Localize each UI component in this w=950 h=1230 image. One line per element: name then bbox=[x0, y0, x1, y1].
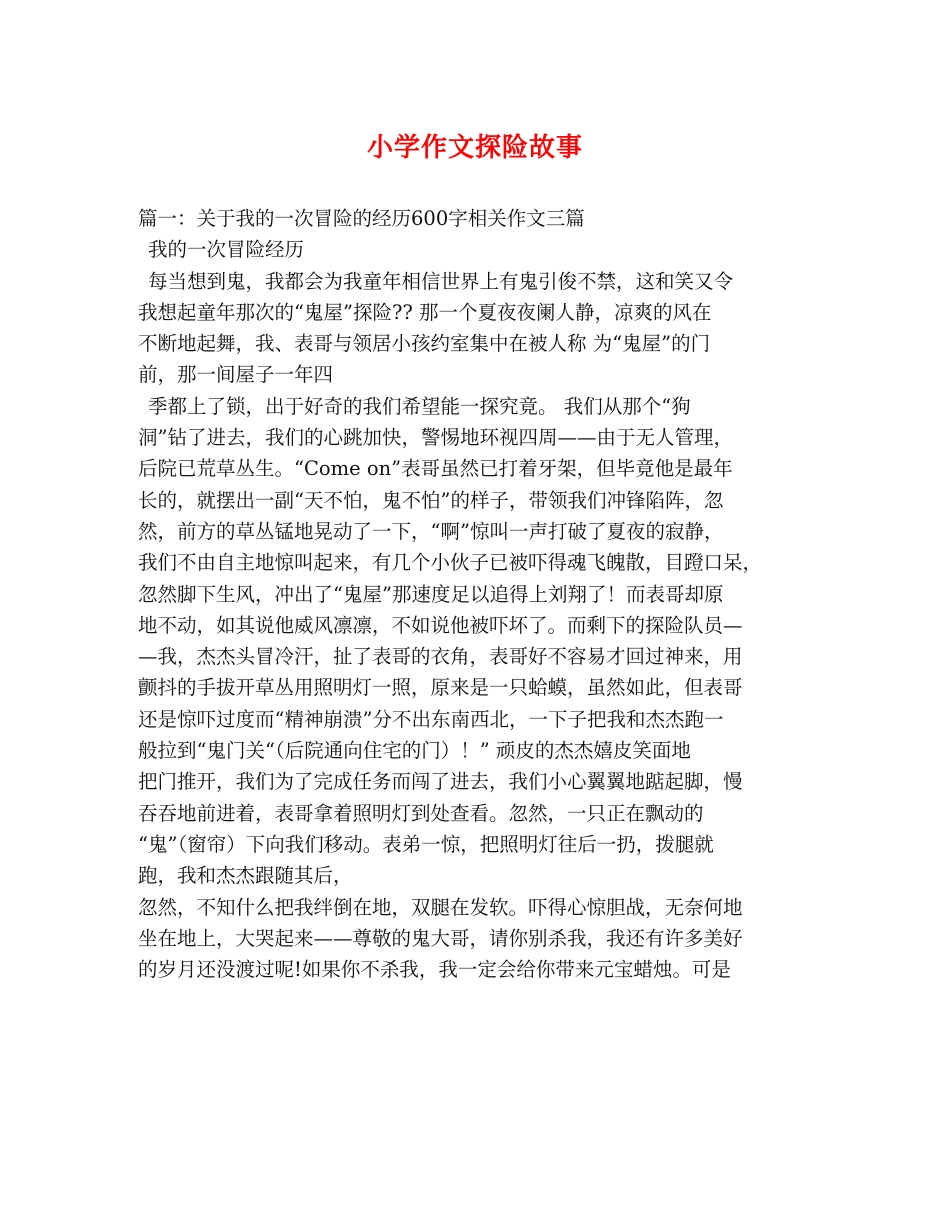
text-line: 跑，我和杰杰跟随其后， bbox=[138, 864, 353, 888]
text-line: 还是惊吓过度而“精神崩溃”分不出东南西北，一下子把我和杰杰跑一 bbox=[138, 707, 724, 731]
text-line: 洞”钻了进去，我们的心跳加快，警惕地环视四周——由于无人管理， bbox=[138, 426, 733, 450]
text-line: 后院已荒草丛生。“Come on”表哥虽然已打着牙架，但毕竟他是最年 bbox=[138, 457, 733, 481]
text-line: 我想起童年那次的“鬼屋”探险?? 那一个夏夜夜阑人静，凉爽的风在 bbox=[138, 300, 712, 324]
text-line: 前，那一间屋子一年四 bbox=[138, 363, 334, 387]
text-line: 然，前方的草丛锰地晃动了一下，“啊”惊叫一声打破了夏夜的寂静， bbox=[138, 519, 724, 543]
text-line: 忽然，不知什么把我绊倒在地，双腿在发软。吓得心惊胆战，无奈何地 bbox=[138, 895, 743, 919]
text-line: 颤抖的手拔开草丛用照明灯一照，原来是一只蛤蟆，虽然如此，但表哥 bbox=[138, 676, 743, 700]
text-line: 我们不由自主地惊叫起来，有几个小伙子已被吓得魂飞魄散，目蹬口呆， bbox=[138, 551, 763, 575]
text-line: 篇一：关于我的一次冒险的经历600字相关作文三篇 bbox=[138, 207, 585, 230]
text-line: 不断地起舞，我、表哥与领居小孩约室集中在被人称 为“鬼屋”的门 bbox=[138, 332, 711, 356]
text-line: “鬼”（窗帘）下向我们移动。表弟一惊，把照明灯往后一扔，拨腿就 bbox=[138, 832, 714, 856]
text-line: 般拉到“鬼门关“（后院通向住宅的门）！” 顽皮的杰杰嬉皮笑面地 bbox=[138, 739, 691, 763]
text-line: 地不动，如其说他威风凛凛，不如说他被吓坏了。而剩下的探险队员— bbox=[138, 613, 743, 637]
text-line: 忽然脚下生风，冲出了“鬼屋”那速度足以追得上刘翔了！而表哥却原 bbox=[138, 582, 724, 606]
text-line: 的岁月还没渡过呢!如果你不杀我，我一定会给你带来元宝蜡烛。可是 bbox=[138, 958, 731, 982]
document-title: 小学作文探险故事 bbox=[366, 133, 583, 163]
text-line: 把门推开，我们为了完成任务而闯了进去，我们小心翼翼地踮起脚，慢 bbox=[138, 770, 743, 794]
text-line: 每当想到鬼，我都会为我童年相信世界上有鬼引俊不禁，这和笑又令 bbox=[148, 269, 734, 293]
text-line: —我，杰杰头冒冷汗，扯了表哥的衣角，表哥好不容易才回过神来，用 bbox=[138, 645, 743, 669]
text-line: 吞吞地前进着，表哥拿着照明灯到处查看。忽然，一只正在飘动的 bbox=[138, 801, 704, 825]
text-line: 坐在地上，大哭起来——尊敬的鬼大哥，请你别杀我，我还有许多美好 bbox=[138, 926, 743, 950]
document-body bbox=[138, 203, 818, 985]
text-line: 季都上了锁，出于好奇的我们希望能一探究竟。 我们从那个“狗 bbox=[148, 394, 691, 418]
text-line: 我的一次冒险经历 bbox=[148, 238, 305, 262]
text-line: 长的，就摆出一副“天不怕，鬼不怕”的样子，带领我们冲锋陷阵，忽 bbox=[138, 488, 724, 512]
